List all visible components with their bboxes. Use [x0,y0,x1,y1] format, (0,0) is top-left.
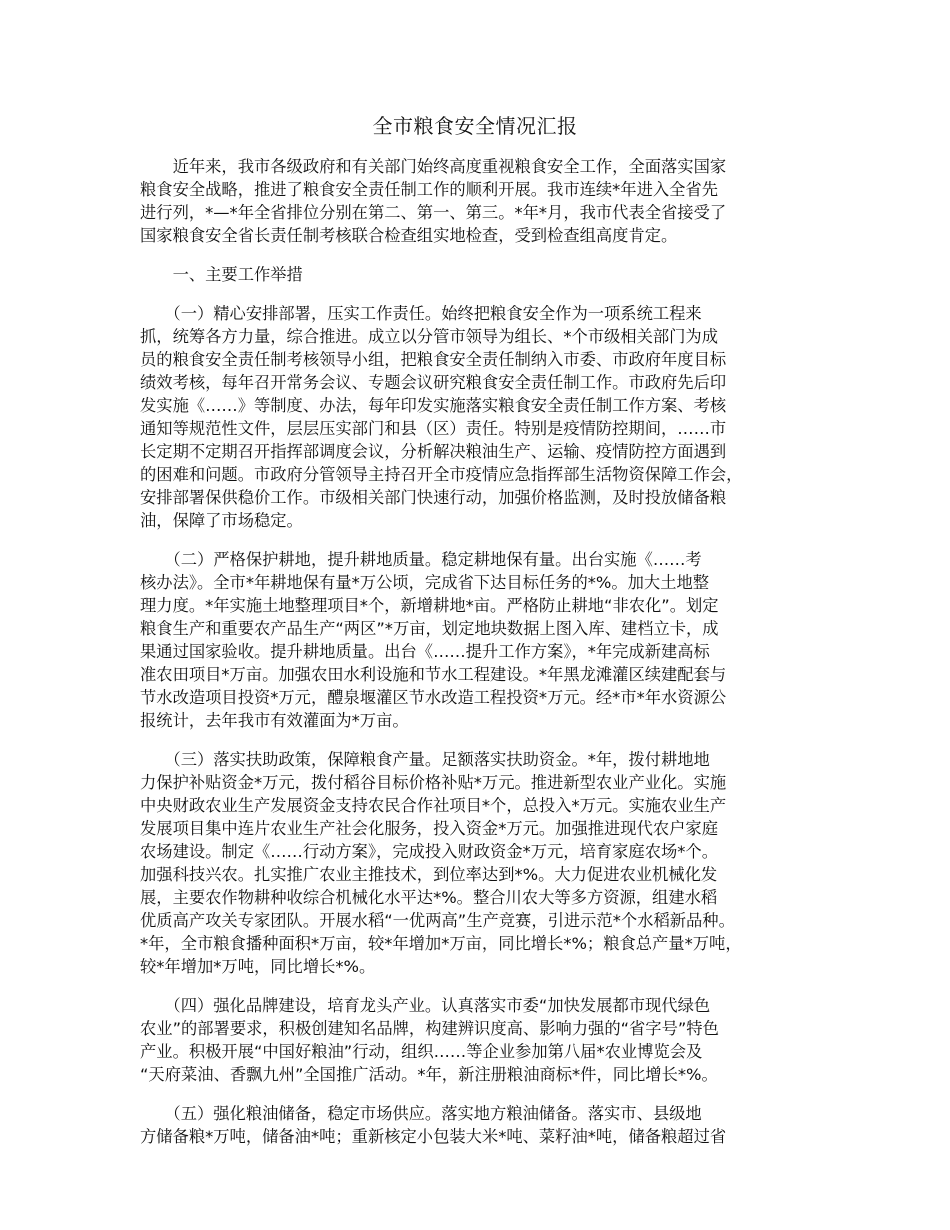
text-line: 加强科技兴农。扎实推广农业主推技术，到位率达到*%。大力促进农业机械化发 [140,865,718,884]
text-line: 员的粮食安全责任制考核领导小组，把粮食安全责任制纳入市委、市政府年度目标 [140,350,727,369]
text-line: 展，主要农作物耕种收综合机械化水平达*%。整合川农大等多方资源，组建水稻 [140,888,718,907]
text-line: （四）强化品牌建设，培育龙头产业。认真落实市委“加快发展都市现代绿色 [140,996,711,1015]
text-line: 进行列，*—*年全省排位分别在第二、第一、第三。*年*月，我市代表全省接受了 [140,203,727,222]
text-line: 粮食生产和重要农产品生产“两区”*万亩，划定地块数据上图入库、建档立卡，成 [140,619,719,638]
text-line: 优质高产攻关专家团队。开展水稻“一优两高”生产竞赛，引进示范*个水稻新品种。 [140,911,735,930]
text-line: 近年来，我市各级政府和有关部门始终高度重视粮食安全工作，全面落实国家 [140,157,727,176]
text-line: “天府菜油、香飘九州”全国推广活动。*年，新注册粮油商标*件，同比增长*%。 [140,1065,718,1084]
text-line: 核办法》。全市*年耕地保有量*万公顷，完成省下达目标任务的*%。加大土地整 [140,573,710,592]
text-line: *年，全市粮食播种面积*万亩，较*年增加*万亩，同比增长*%；粮食总产量*万吨， [140,934,742,953]
section-heading: 一、主要工作举措 [140,265,303,284]
text-line: 发实施《……》等制度、办法，每年印发实施落实粮食安全责任制工作方案、考核 [140,396,727,415]
text-line: 发展项目集中连片农业生产社会化服务，投入资金*万元。加强推进现代农户家庭 [140,819,718,838]
text-line: 中央财政农业生产发展资金支持农民合作社项目*个，总投入*万元。实施农业生产 [140,796,727,815]
text-line: 果通过国家验收。提升耕地质量。出台《……提升工作方案》，*年完成新建高标 [140,642,710,661]
text-line: 粮食安全战略，推进了粮食安全责任制工作的顺利开展。我市连续*年进入全省先 [140,180,718,199]
text-line: 绩效考核，每年召开常务会议、专题会议研究粮食安全责任制工作。市政府先后印 [140,373,727,392]
text-line: 通知等规范性文件，层层压实部门和县（区）责任。特别是疫情防控期间，……市 [140,419,727,438]
text-line: （五）强化粮油储备，稳定市场供应。落实地方粮油储备。落实市、县级地 [140,1104,702,1123]
text-line: 准农田项目*万亩。加强农田水利设施和节水工程建设。*年黑龙滩灌区续建配套与 [140,665,727,684]
text-line: 较*年增加*万吨，同比增长*%。 [140,957,376,976]
document-title: 全市粮食安全情况汇报 [372,114,578,138]
text-line: 理力度。*年实施土地整理项目*个，新增耕地*亩。严格防止耕地“非农化”。划定 [140,596,719,615]
text-line: 农场建设。制定《……行动方案》，完成投入财政资金*万元，培育家庭农场*个。 [140,842,718,861]
text-line: 产业。积极开展“中国好粮油”行动，组织……等企业参加第八届*农业博览会及 [140,1042,703,1061]
text-line: 农业”的部署要求，积极创建知名品牌，构建辨识度高、影响力强的“省字号”特色 [140,1019,719,1038]
text-line: 国家粮食安全省长责任制考核联合检查组实地检查，受到检查组高度肯定。 [140,226,678,245]
text-line: 安排部署保供稳价工作。市级相关部门快速行动，加强价格监测，及时投放储备粮 [140,488,727,507]
text-line: 油，保障了市场稳定。 [140,511,303,530]
text-line: （一）精心安排部署，压实工作责任。始终把粮食安全作为一项系统工程来 [140,304,702,323]
text-line: （三）落实扶助政策，保障粮食产量。足额落实扶助资金。*年，拨付耕地地 [140,750,710,769]
text-line: 长定期不定期召开指挥部调度会议，分析解决粮油生产、运输、疫情防控方面遇到 [140,442,727,461]
text-line: 方储备粮*万吨，储备油*吨；重新核定小包装大米*吨、菜籽油*吨，储备粮超过省 [140,1127,727,1146]
text-line: 节水改造项目投资*万元，醴泉堰灌区节水改造工程投资*万元。经*市*年水资源公 [140,688,727,707]
text-line: （二）严格保护耕地，提升耕地质量。稳定耕地保有量。出台实施《……考 [140,550,702,569]
text-line: 力保护补贴资金*万元，拨付稻谷目标价格补贴*万元。推进新型农业产业化。实施 [140,773,727,792]
text-line: 报统计，去年我市有效灌面为*万亩。 [140,711,409,730]
text-line: 的困难和问题。市政府分管领导主持召开全市疫情应急指挥部生活物资保障工作会， [140,465,743,484]
text-line: 抓，统筹各方力量，综合推进。成立以分管市领导为组长、*个市级相关部门为成 [140,327,718,346]
